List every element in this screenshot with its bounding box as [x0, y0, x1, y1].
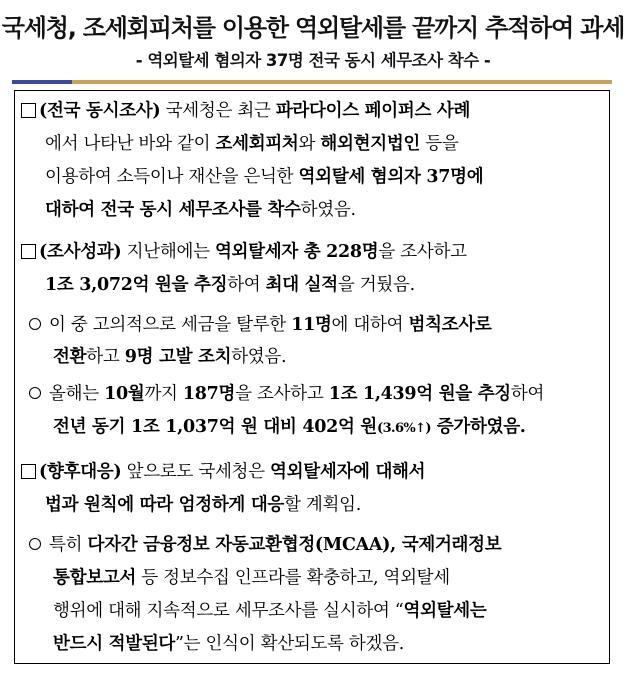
section2-line2: 1조 3,072억 원을 추징하여 최대 실적을 거뒀음.: [45, 275, 415, 295]
checkbox-square-icon: [21, 244, 36, 259]
section3-bullet1-line4: 반드시 적발된다”는 인식이 확산되도록 하겠음.: [53, 634, 404, 654]
section2-bullet2-line1: 올해는 10월까지 187명을 조사하고 1조 1,439억 원을 추징하여: [29, 383, 544, 405]
section3-bullet1-line2: 통합보고서 등 정보수집 인프라를 확충하고, 역외탈세: [53, 568, 450, 588]
section1-line1: (전국 동시조사) 국세청은 최근 파라다이스 페이퍼스 사례: [21, 100, 470, 122]
checkbox-square-icon: [21, 103, 36, 118]
hollow-circle-bullet-icon: [29, 387, 41, 399]
section3-bullet1-line3: 행위에 대해 지속적으로 세무조사를 실시하여 “역외탈세는: [53, 601, 487, 621]
section1-head: (전국 동시조사): [39, 101, 161, 121]
section2-line1: (조사성과) 지난해에는 역외탈세자 총 228명을 조사하고: [21, 241, 467, 263]
section2-head: (조사성과): [39, 242, 122, 262]
section1-line2: 에서 나타난 바와 같이 조세회피처와 해외현지법인 등을: [45, 134, 459, 154]
divider-right-segment: [72, 80, 612, 84]
section3-bullet1-line1: 특히 다자간 금융정보 자동교환협정(MCAA), 국제거래정보: [29, 534, 501, 556]
section1-line3: 이용하여 소득이나 재산을 은닉한 역외탈세 혐의자 37명에: [45, 167, 484, 187]
section2-bullet1-line2: 전환하고 9명 고발 조치하였음.: [53, 347, 287, 367]
hollow-circle-bullet-icon: [29, 538, 41, 550]
section2-bullet2-line2: 전년 동기 1조 1,037억 원 대비 402억 원(3.6%↑) 증가하였음.: [53, 417, 526, 437]
checkbox-square-icon: [21, 464, 36, 479]
header-divider: [12, 80, 612, 84]
section3-head: (향후대응): [39, 462, 122, 482]
hollow-circle-bullet-icon: [29, 318, 41, 330]
summary-box: [14, 90, 610, 664]
section3-line2: 법과 원칙에 따라 엄정하게 대응할 계획임.: [45, 495, 361, 515]
divider-left-segment: [12, 80, 72, 84]
section3-line1: (향후대응) 앞으로도 국세청은 역외탈세자에 대해서: [21, 461, 425, 483]
section2-bullet1-line1: 이 중 고의적으로 세금을 탈루한 11명에 대하여 범칙조사로: [29, 314, 492, 336]
page-subtitle: - 역외탈세 혐의자 37명 전국 동시 세무조사 착수 -: [135, 51, 491, 70]
section1-line4: 대하여 전국 동시 세무조사를 착수하였음.: [45, 200, 356, 220]
page-title: 국세청, 조세회피처를 이용한 역외탈세를 끝까지 추적하여 과세: [1, 14, 625, 42]
